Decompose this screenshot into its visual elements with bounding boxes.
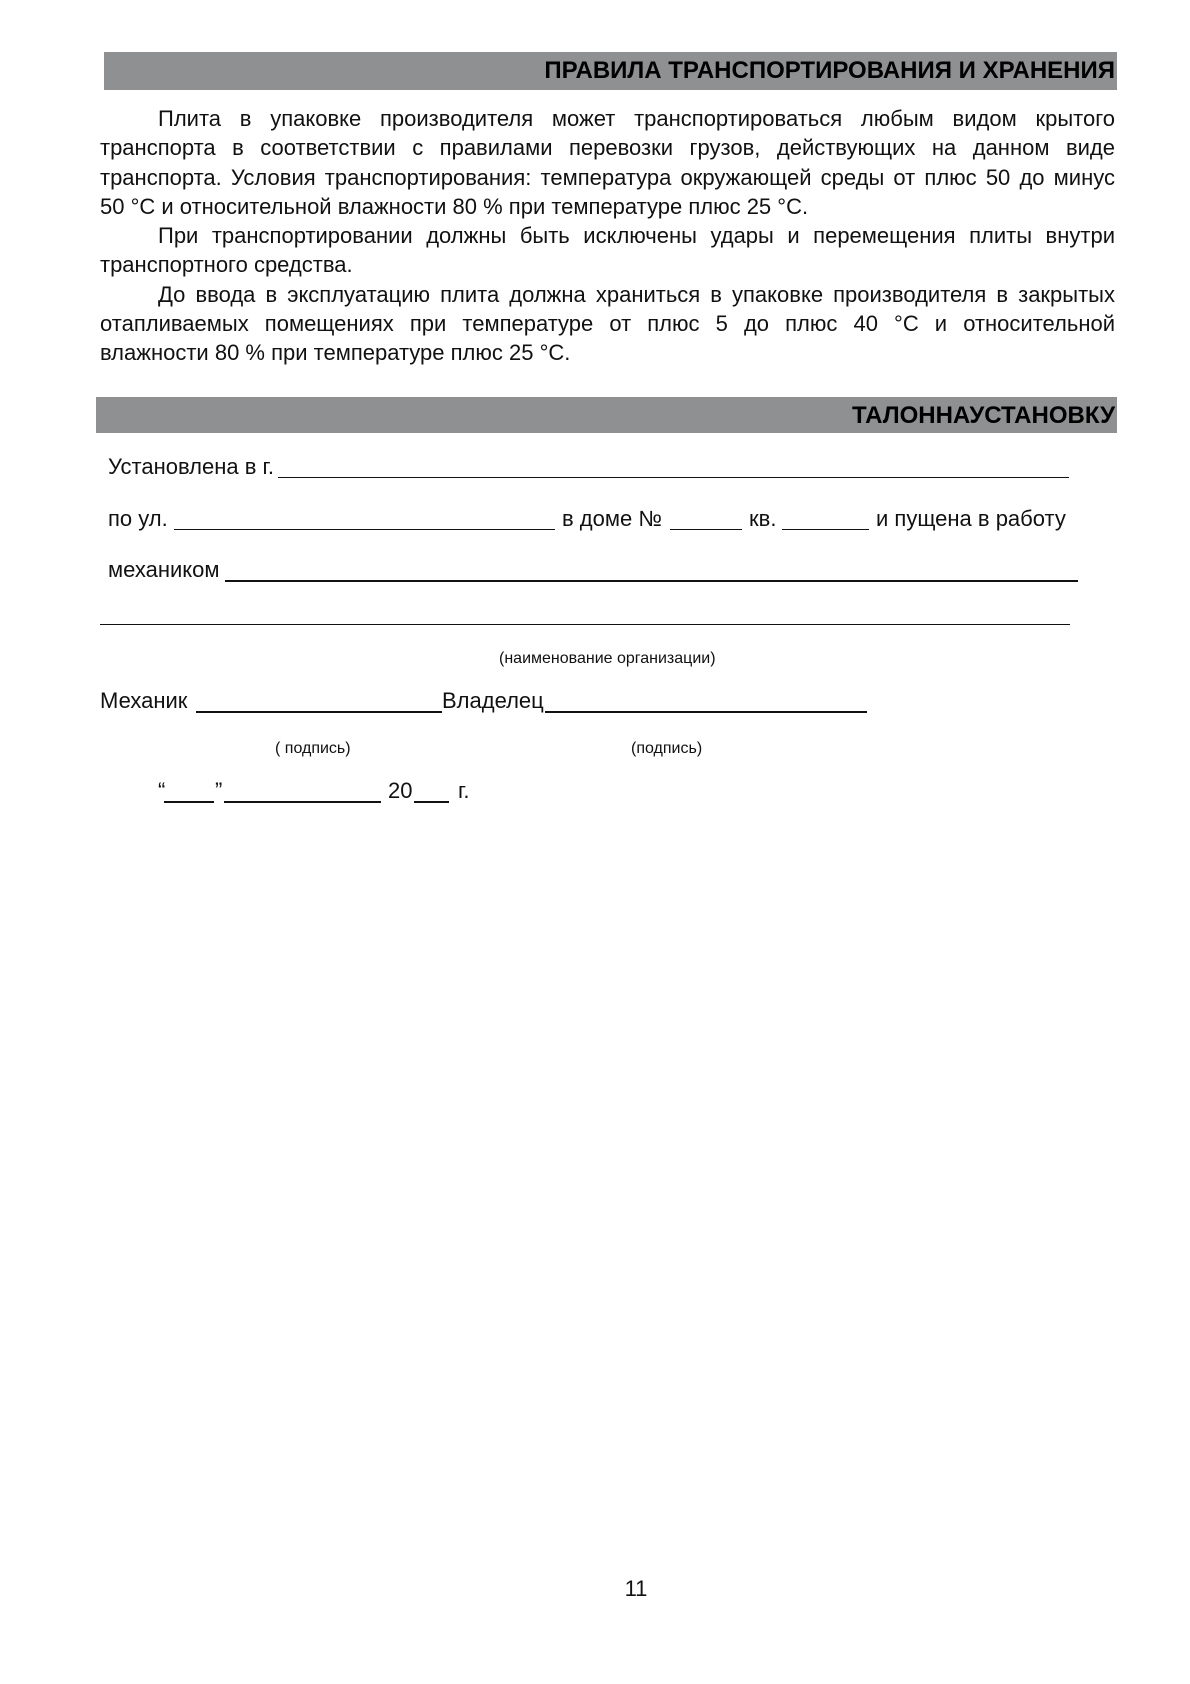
mechanic-signature-caption: ( подпись)	[275, 740, 351, 757]
paragraph-line: транспортного средства.	[100, 252, 353, 278]
paragraph-line: влажности 80 % при температуре плюс 25 °С.	[100, 340, 571, 365]
paragraph-line: отапливаемых помещениях при температуре от плюс 5 до плюс 40 °С и относительной	[100, 310, 1115, 336]
apartment-label: кв.	[749, 506, 777, 531]
section-title: ПРАВИЛА ТРАНСПОРТИРОВАНИЯ И ХРАНЕНИЯ	[544, 57, 1115, 84]
date-row	[0, 776, 1190, 806]
date-close-quote: ”	[215, 778, 223, 803]
owner-signature-blank	[545, 711, 867, 713]
year-blank	[414, 801, 449, 803]
organization-caption-row	[0, 649, 1190, 669]
signature-captions-row	[0, 739, 1190, 759]
started-label: и пущена в работу	[876, 506, 1066, 531]
year-suffix: г.	[458, 778, 470, 803]
paragraph-line: 50 °С и относительной влажности 80 % при температуре плюс 25 °С.	[100, 193, 809, 219]
day-blank	[164, 801, 214, 803]
mechanic-by-label: механиком	[108, 557, 220, 582]
organization-caption: (наименование организации)	[499, 650, 716, 667]
street-blank	[174, 529, 555, 530]
section-header-bar	[104, 52, 1117, 90]
mechanic-row	[0, 555, 1190, 585]
year-prefix: 20	[388, 778, 413, 803]
installed-city-label: Установлена в г.	[108, 454, 274, 479]
mechanic-signature-blank	[196, 711, 442, 713]
installed-city-row	[0, 452, 1190, 482]
transport-storage-text	[100, 104, 1115, 367]
paragraph-line: При транспортировании должны быть исключены удары и перемещения плиты внутри	[158, 223, 1115, 248]
apartment-blank	[782, 529, 869, 530]
paragraph-line: До ввода в эксплуатацию плита должна храниться в упаковке производителя в закрытых	[158, 281, 1115, 307]
city-blank	[278, 477, 1069, 478]
organization-blank	[100, 624, 1070, 625]
paragraph-line: Плита в упаковке производителя может транспортироваться любым видом крытого	[158, 106, 1115, 131]
owner-label: Владелец	[442, 688, 544, 713]
paragraph-line: транспорта в соответствии с правилами перевозки грузов, действующих на данном виде	[100, 135, 1115, 161]
section-header-bar	[96, 397, 1117, 433]
section-title: ТАЛОННАУСТАНОВКУ	[851, 402, 1115, 429]
signatures-row	[0, 686, 1190, 716]
mechanic-label: Механик	[100, 688, 188, 713]
owner-signature-caption: (подпись)	[631, 740, 703, 757]
month-blank	[224, 801, 381, 803]
page-number: 11	[624, 1576, 648, 1601]
house-blank	[670, 529, 742, 530]
mechanic-name-blank	[225, 580, 1078, 582]
street-label: по ул.	[108, 506, 168, 531]
paragraph-line: транспорта. Условия транспортирования: температура окружающей среды от плюс 50 до минус	[100, 164, 1115, 190]
address-row	[0, 504, 1190, 534]
house-label: в доме №	[562, 506, 662, 531]
date-open-quote: “	[158, 778, 166, 803]
